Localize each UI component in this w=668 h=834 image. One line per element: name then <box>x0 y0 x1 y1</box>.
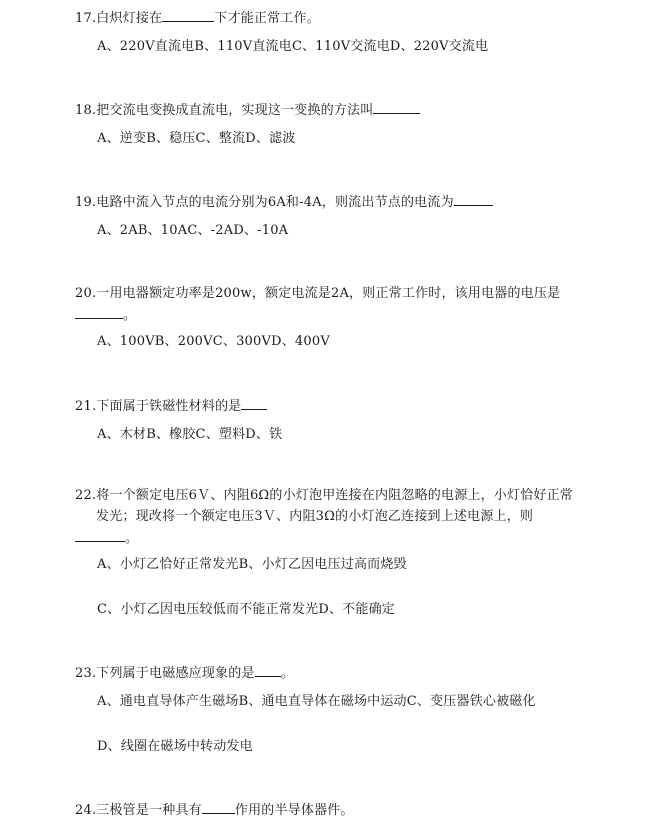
answer-blank <box>202 801 235 814</box>
answer-blank <box>162 9 214 22</box>
question-22: 22.将一个额定电压6Ｖ、内阻6Ω的小灯泡甲连接在内阻忽略的电源上，小灯恰好正常 <box>75 488 573 503</box>
question-24-text: 24.三极管是一种具有 <box>75 803 202 818</box>
question-22-options-row-2: C、小灯乙因电压较低而不能正常发光D、不能确定 <box>97 602 395 617</box>
question-18-text: 18.把交流电变换成直流电，实现这一变换的方法叫 <box>75 103 374 118</box>
question-17 <box>75 9 320 27</box>
question-24 <box>75 801 354 819</box>
question-19 <box>75 193 493 211</box>
question-23-text-end: 。 <box>280 666 294 681</box>
question-20-options: A、100VB、200VC、300VD、400V <box>97 334 330 349</box>
question-21 <box>75 397 267 415</box>
question-17-text-end: 下才能正常工作。 <box>214 11 320 26</box>
question-20-continuation <box>75 306 136 324</box>
question-19-options: A、2AB、10AC、-2AD、-10A <box>97 223 289 238</box>
question-19-text: 19.电路中流入节点的电流分别为6A和-4A，则流出节点的电流为 <box>75 195 454 210</box>
question-22-options-row-1: A、小灯乙恰好正常发光B、小灯乙因电压过高而烧毁 <box>97 557 407 572</box>
question-23-text: 23.下列属于电磁感应现象的是 <box>75 666 255 681</box>
question-17-text: 17.白炽灯接在 <box>75 11 163 26</box>
question-24-text-end: 作用的半导体器件。 <box>234 803 354 818</box>
question-23-options-row-2: D、线圈在磁场中转动发电 <box>97 739 253 754</box>
question-21-options: A、木材B、橡胶C、塑料D、铁 <box>97 427 283 442</box>
question-23 <box>75 664 294 682</box>
question-21-text: 21.下面属于铁磁性材料的是 <box>75 399 242 414</box>
answer-blank <box>241 397 267 410</box>
answer-blank <box>255 664 281 677</box>
answer-blank <box>75 529 125 542</box>
question-17-options: A、220V直流电B、110V直流电C、110V交流电D、220V交流电 <box>97 39 489 54</box>
question-22-line-2: 发光；现改将一个额定电压3Ｖ、内阻3Ω的小灯泡乙连接到上述电源上，则 <box>96 509 534 524</box>
answer-blank <box>454 193 493 206</box>
answer-blank <box>373 101 420 114</box>
question-23-options-row-1: A、通电直导体产生磁场B、通电直导体在磁场中运动C、变压器铁心被磁化 <box>97 694 536 709</box>
question-22-text-end: 。 <box>125 531 139 546</box>
answer-blank <box>75 306 123 319</box>
question-18-options: A、逆变B、稳压C、整流D、滤波 <box>97 131 296 146</box>
question-22-continuation <box>75 529 138 547</box>
question-20: 20.一用电器额定功率是200w，额定电流是2A，则正常工作时，该用电器的电压是 <box>75 286 561 301</box>
question-18 <box>75 101 420 119</box>
question-20-text-end: 。 <box>123 308 137 323</box>
